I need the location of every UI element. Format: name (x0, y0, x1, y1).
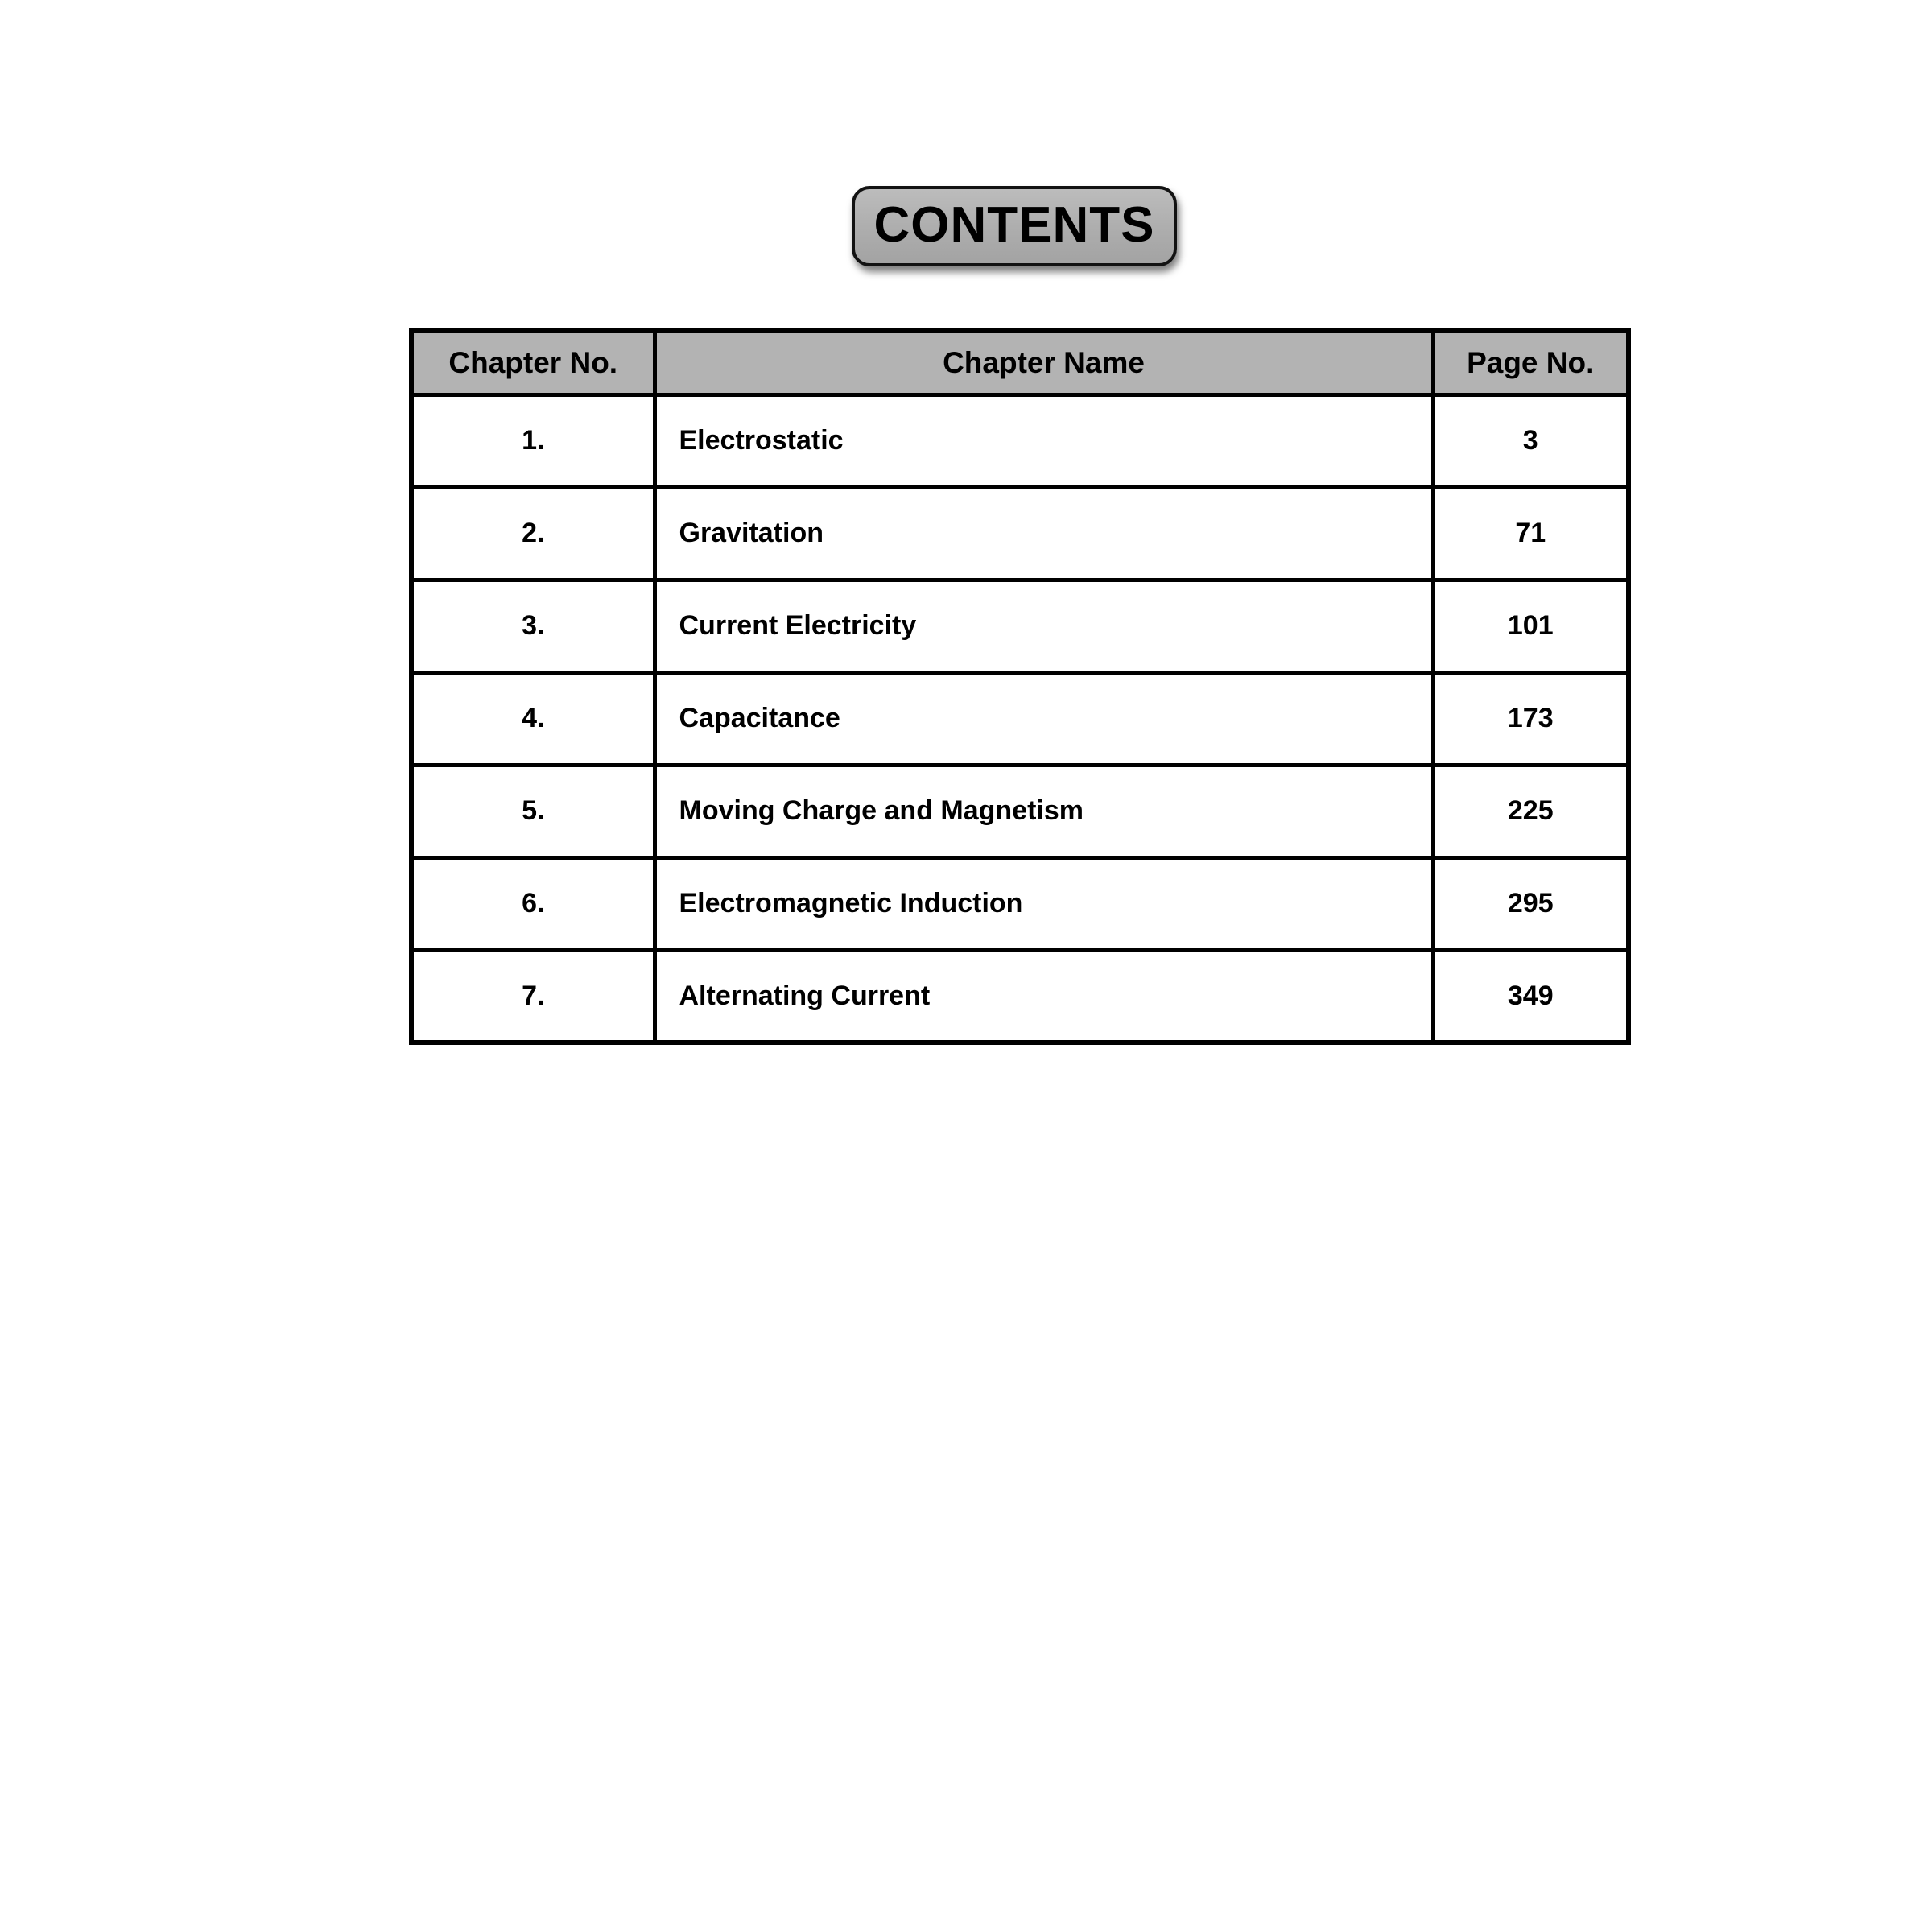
table-row (411, 857, 1629, 950)
chapter-name-cell: Moving Charge and Magnetism (654, 765, 1433, 857)
contents-table-body (411, 394, 1629, 1042)
chapter-no-cell: 7. (411, 950, 654, 1042)
page-no-cell: 173 (1433, 672, 1629, 765)
chapter-name-cell: Alternating Current (654, 950, 1433, 1042)
header-cell-chapter-name: Chapter Name (654, 331, 1433, 394)
contents-title-badge (852, 186, 1177, 266)
chapter-name-cell: Gravitation (654, 487, 1433, 580)
page-no-cell: 295 (1433, 857, 1629, 950)
chapter-no-cell: 2. (411, 487, 654, 580)
chapter-no-cell: 3. (411, 580, 654, 672)
table-row (411, 394, 1629, 487)
header-cell-chapter-no: Chapter No. (411, 331, 654, 394)
page-title: CONTENTS (873, 197, 1155, 253)
table-row (411, 487, 1629, 580)
chapter-name-cell: Electromagnetic Induction (654, 857, 1433, 950)
page-no-cell: 101 (1433, 580, 1629, 672)
chapter-name-cell: Electrostatic (654, 394, 1433, 487)
contents-table (409, 328, 1631, 1045)
page-no-cell: 349 (1433, 950, 1629, 1042)
chapter-no-cell: 5. (411, 765, 654, 857)
chapter-no-cell: 6. (411, 857, 654, 950)
chapter-name-cell: Current Electricity (654, 580, 1433, 672)
table-header-row (411, 331, 1629, 394)
page-no-cell: 3 (1433, 394, 1629, 487)
table-row (411, 765, 1629, 857)
table-row (411, 950, 1629, 1042)
header-cell-page-no: Page No. (1433, 331, 1629, 394)
chapter-no-cell: 4. (411, 672, 654, 765)
page-no-cell: 225 (1433, 765, 1629, 857)
table-row (411, 580, 1629, 672)
table-row (411, 672, 1629, 765)
chapter-name-cell: Capacitance (654, 672, 1433, 765)
chapter-no-cell: 1. (411, 394, 654, 487)
page-no-cell: 71 (1433, 487, 1629, 580)
